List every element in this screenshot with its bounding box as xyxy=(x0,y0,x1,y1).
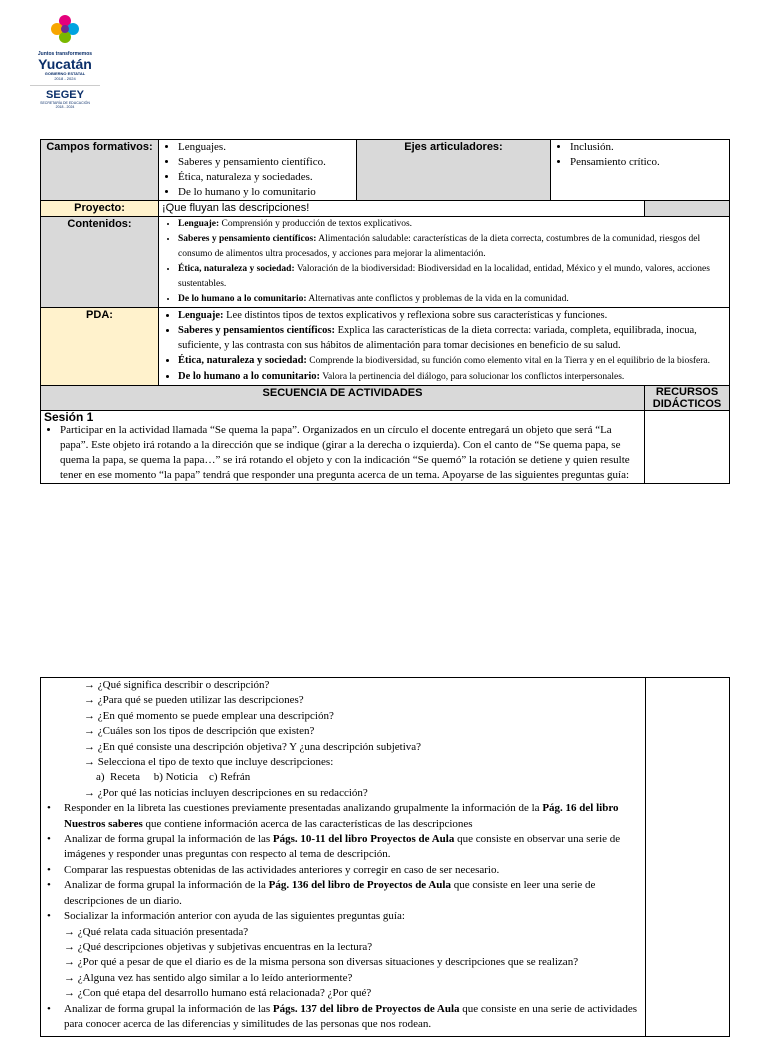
guide-question-text: ¿Qué descripciones objetivas y subjetivas encuentras en la lectura? xyxy=(77,940,373,953)
ejes-list xyxy=(554,140,726,170)
contenido-text: Valoración de la biodiversidad: Biodiversidad en la localidad, entidad, México y el mundo, valores, acciones sustentables. xyxy=(178,264,710,289)
contenido-item xyxy=(178,232,726,262)
yucatan-flower-icon xyxy=(48,12,82,46)
activity-ref: Pág. 16 del libro Nuestros saberes xyxy=(64,802,619,830)
activity-bullet xyxy=(44,801,642,832)
contenido-item xyxy=(178,292,726,307)
pda-title: Ética, naturaleza y sociedad: xyxy=(178,355,307,366)
guide-question-text: ¿Qué relata cada situación presentada? xyxy=(77,925,249,938)
activity-ref: Pág. 136 del libro de Proyectos de Aula xyxy=(268,879,451,892)
question-text: ¿Qué significa describir o descripción? xyxy=(97,679,270,691)
activity-text: que contiene información acerca de las características de las descripciones xyxy=(142,817,473,830)
contenido-text: Comprensión y producción de textos explicativos. xyxy=(219,219,413,229)
campos-list xyxy=(162,140,353,200)
guide-question-text: ¿Alguna vez has sentido algo similar a lo leído anteriormente? xyxy=(77,971,353,984)
continuation-row xyxy=(41,678,730,1037)
eje-item: • Inclusión. xyxy=(570,140,726,155)
question-text: Selecciona el tipo de texto que incluye descripciones: xyxy=(97,756,334,769)
pda-text: Comprende la biodiversidad, su función como elemento vital en la Tierra y en el equilibrio de la biosfera. xyxy=(306,356,711,366)
guide-question: → ¿Alguna vez has sentido algo similar a lo leído anteriormente? xyxy=(64,971,353,984)
campos-row xyxy=(41,140,730,201)
proyecto-value: ¡Que fluyan las descripciones! xyxy=(159,201,645,217)
activity-text: Analizar de forma grupal la información de la xyxy=(64,879,269,892)
contenidos-list xyxy=(162,217,726,307)
activity-text: Analizar de forma grupal la información de las xyxy=(64,1002,273,1015)
session-cell xyxy=(41,411,645,484)
pda-text: Lee distintos tipos de textos explicativos y reflexiona sobre sus características y funciones. xyxy=(223,310,608,321)
pda-row xyxy=(41,308,730,386)
logo-tagline: Juntos transformemos xyxy=(37,51,93,57)
activity-text: Analizar de forma grupal la información de las xyxy=(64,833,273,846)
activity-text: que consiste en leer una serie de descripciones de un diario. xyxy=(64,879,596,907)
session-list xyxy=(44,423,641,483)
contenido-title: Saberes y pensamiento científicos: xyxy=(178,234,317,244)
campo-item: • Lenguajes. xyxy=(178,140,353,155)
guide-question: → ¿Por qué a pesar de que el diario es de la misma persona son diversas situaciones y descripciones que se realizan? xyxy=(64,956,579,969)
pda-item xyxy=(178,369,726,385)
question-text: ¿Cuáles son los tipos de descripción que existen? xyxy=(97,725,315,738)
contenido-item xyxy=(178,217,726,232)
campos-label: Campos formativos: xyxy=(41,140,159,201)
pda-cell xyxy=(159,308,730,386)
question-item: → ¿En qué momento se puede emplear una descripción? xyxy=(84,709,334,722)
session-title: Sesión 1 xyxy=(44,410,94,424)
session-item: • Participar en la actividad llamada “Se quema la papa”. Organizados en un círculo el docente entregará un objeto que será “La papa”. Este objeto irá rotando a la dirección que se indique (girar a la derecha o izquierda). Con el canto de “Se quema papa, se quema la papa, se quema la papa…” se irá rotando el objeto y con la indicación “Se quemó” la rotación se detiene y quien resulte tener en ese momento “la papa” tendrá que responder una pregunta acerca de un tema. Apoyarse de las siguientes preguntas guía: xyxy=(60,423,641,483)
activity-bullet xyxy=(44,832,642,863)
question-text: ¿En qué consiste una descripción objetiva? Y ¿una descripción subjetiva? xyxy=(97,740,422,753)
logo-segey-years: 2018 - 2024 xyxy=(55,105,75,109)
pda-item xyxy=(178,353,726,369)
activity-text: Responder en la libreta las cuestiones previamente presentadas analizando grupalmente la información de la xyxy=(64,802,543,815)
campo-item: • Ética, naturaleza y sociedades. xyxy=(178,170,353,185)
contenidos-row xyxy=(41,217,730,308)
question-item: → Selecciona el tipo de texto que incluye descripciones: xyxy=(84,756,334,769)
logo-segey-sub: SECRETARÍA DE EDUCACIÓN xyxy=(40,101,90,105)
activity-ref: Págs. 10-11 del libro Proyectos de Aula xyxy=(272,833,455,846)
question-item: → ¿Qué significa describir o descripción? xyxy=(84,679,270,691)
contenido-text: Alimentación saludable: características de la dieta correcta, costumbres de la comunidad, riesgos del consumo de alimentos ultra procesados, y acciones para mejorar la alimentación. xyxy=(178,234,701,259)
contenidos-cell xyxy=(159,217,730,308)
ejes-label: Ejes articuladores: xyxy=(357,140,551,201)
guide-question-text: ¿Con qué etapa del desarrollo humano está relacionada? ¿Por qué? xyxy=(77,987,372,1000)
guide-question: → ¿Qué relata cada situación presentada? xyxy=(64,925,249,938)
guide-question: → ¿Con qué etapa del desarrollo humano está relacionada? ¿Por qué? xyxy=(64,987,372,1000)
planning-table xyxy=(40,139,730,484)
question-item: → ¿Cuáles son los tipos de descripción que existen? xyxy=(84,725,315,738)
yucatan-segey-logo xyxy=(30,12,100,109)
campo-item: • Saberes y pensamiento científico. xyxy=(178,155,353,170)
pda-label: PDA: xyxy=(41,308,159,386)
session-row xyxy=(41,411,730,484)
question-options: a) Receta b) Noticia c) Refrán xyxy=(96,771,251,784)
proyecto-label: Proyecto: xyxy=(41,201,159,217)
pda-item xyxy=(178,308,726,323)
contenido-text: Alternativas ante conflictos y problemas de la vida en la comunidad. xyxy=(306,294,569,304)
pda-title: De lo humano a lo comunitario: xyxy=(178,371,321,382)
contenidos-label: Contenidos: xyxy=(41,217,159,308)
pda-text: Valora la pertinencia del diálogo, para solucionar los conflictos interpersonales. xyxy=(320,372,625,382)
recursos-cell xyxy=(645,411,730,484)
question-item: → ¿En qué consiste una descripción objetiva? Y ¿una descripción subjetiva? xyxy=(84,740,422,753)
contenido-title: Ética, naturaleza y sociedad: xyxy=(178,264,295,274)
activity-ref: Págs. 137 del libro de Proyectos de Aula xyxy=(272,1002,460,1015)
logo-state: Yucatán xyxy=(38,56,92,72)
ejes-list-cell xyxy=(551,140,730,201)
proyecto-empty-cell xyxy=(645,201,730,217)
pda-title: Lenguaje: xyxy=(178,310,224,321)
secuencia-header: SECUENCIA DE ACTIVIDADES xyxy=(41,386,645,411)
secuencia-header-row xyxy=(41,386,730,411)
activity-bullet xyxy=(44,878,642,909)
pda-item xyxy=(178,323,726,353)
question-item: → ¿Para qué se pueden utilizar las descripciones? xyxy=(84,694,304,707)
contenido-title: De lo humano a lo comunitario: xyxy=(178,294,307,304)
activity-bullet: • Socializar la información anterior con ayuda de las siguientes preguntas guía: xyxy=(44,909,642,924)
campo-item: • De lo humano y lo comunitario xyxy=(178,185,353,200)
logo-segey: SEGEY xyxy=(30,85,100,101)
question-item: → ¿Por qué las noticias incluyen descripciones en su redacción? xyxy=(84,786,368,799)
question-text: ¿Por qué las noticias incluyen descripciones en su redacción? xyxy=(97,786,368,799)
activity-text: que consiste en una serie de actividades para conocer acerca de las diferencias y similitudes de las personas que nos rodean. xyxy=(64,1002,637,1030)
question-text: ¿En qué momento se puede emplear una descripción? xyxy=(97,709,334,722)
question-text: ¿Para qué se pueden utilizar las descripciones? xyxy=(97,694,304,707)
activity-bullet: • Comparar las respuestas obtenidas de las actividades anteriores y corregir en caso de ser necesario. xyxy=(44,863,642,878)
guide-question: → ¿Qué descripciones objetivas y subjetivas encuentras en la lectura? xyxy=(64,940,373,953)
recursos-header: RECURSOS DIDÁCTICOS xyxy=(645,386,730,411)
contenido-title: Lenguaje: xyxy=(178,219,220,229)
pda-list xyxy=(162,308,726,385)
continuation-table xyxy=(40,677,730,1037)
eje-item: • Pensamiento crítico. xyxy=(570,155,726,170)
continuation-activities-cell xyxy=(41,678,646,1037)
campos-list-cell xyxy=(159,140,357,201)
activity-bullet xyxy=(44,1002,642,1033)
pda-title: Saberes y pensamientos científicos: xyxy=(178,325,336,336)
logo-gov: GOBIERNO ESTATAL xyxy=(44,71,86,76)
pda-text: Explica las características de la dieta correcta: variada, completa, equilibrada, inocua, suficiente, y las contrasta con sus hábitos de alimentación para tomar decisiones en beneficio de su salud. xyxy=(178,325,697,351)
guide-question-text: ¿Por qué a pesar de que el diario es de la misma persona son diversas situaciones y descripciones que se realizan? xyxy=(77,956,579,969)
contenido-item xyxy=(178,262,726,292)
logo-years: 2018 - 2024 xyxy=(54,76,76,81)
continuation-recursos-cell xyxy=(646,678,730,1037)
proyecto-row xyxy=(41,201,730,217)
activity-text: que consiste en observar una serie de imágenes y responder unas preguntas con respecto al tema de descripción. xyxy=(64,833,621,861)
